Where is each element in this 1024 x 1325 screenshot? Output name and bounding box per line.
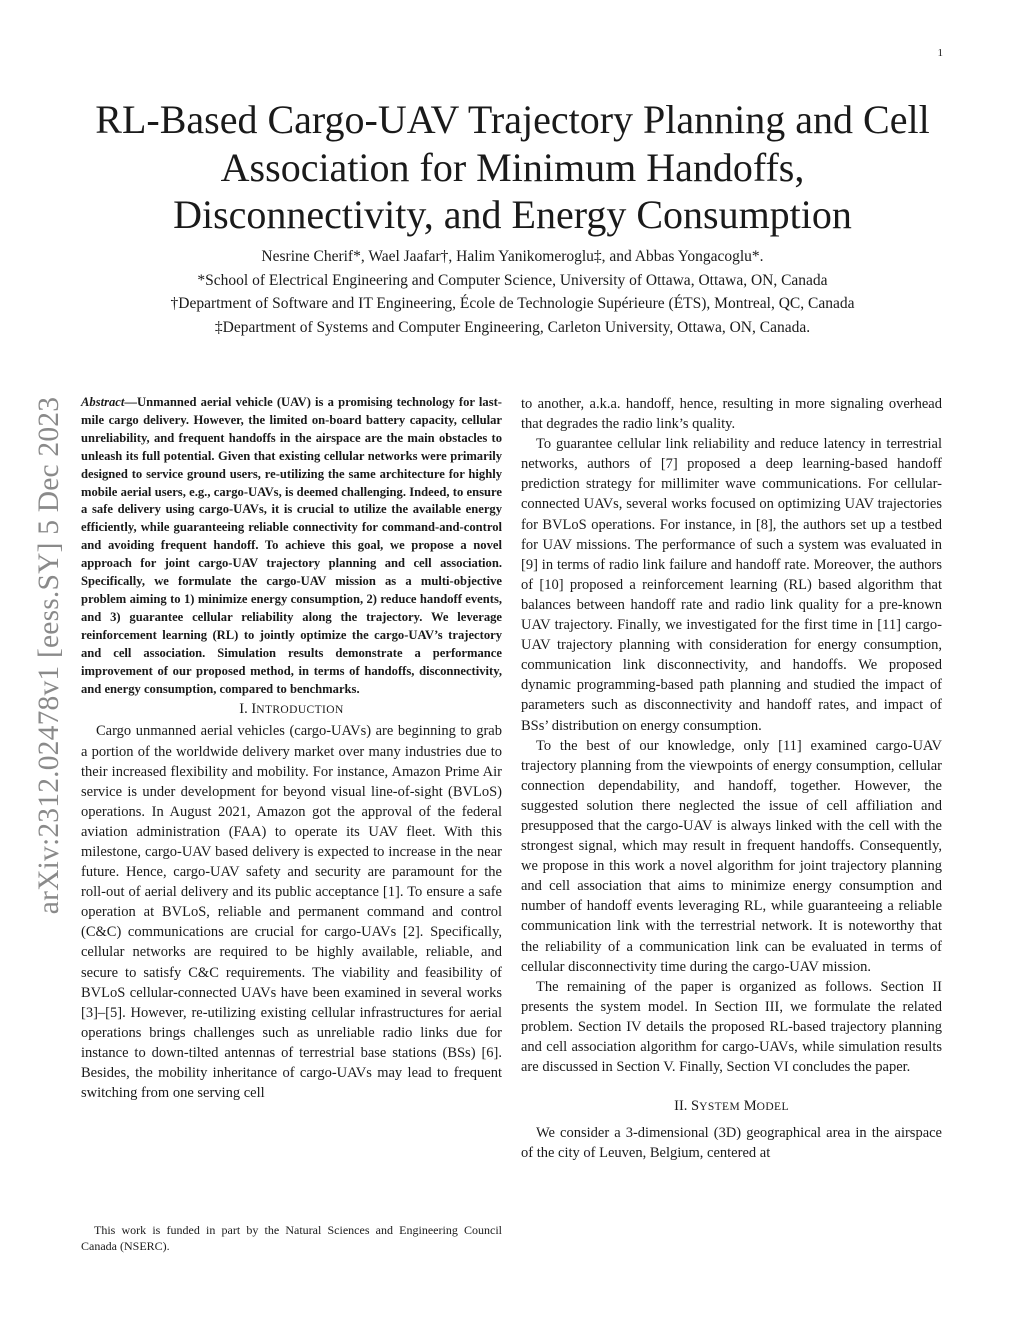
section-heading-system-model [521, 1096, 942, 1117]
title-line-1: RL-Based Cargo-UAV Trajectory Planning and Cell [95, 97, 930, 142]
abstract-label: Abstract [81, 395, 125, 409]
page-number: 1 [937, 47, 943, 59]
section-title-rest: ODEL [756, 1101, 789, 1114]
section-title-rest: NTRODUCTION [256, 704, 344, 717]
section-title-initial: M [743, 1098, 757, 1115]
intro-paragraph-1-continued: to another, a.k.a. handoff, hence, resulting in more signaling overhead that degrades the radio link’s quality. [521, 396, 942, 433]
title-line-3: Disconnectivity, and Energy Consumption [173, 192, 852, 237]
left-column [81, 394, 502, 1103]
intro-paragraph-4: The remaining of the paper is organized as follows. Section II presents the system model. In Section III, we formulate the related problem. Section IV details the proposed RL-based trajectory planning and cell association algorithm for cargo-UAVs, while simulation results are discussed in Section V. Finally, Section VI concludes the paper. [521, 978, 942, 1076]
author-block [80, 245, 945, 339]
abstract [81, 394, 502, 698]
section-number: I. [239, 701, 248, 718]
title-line-2: Association for Minimum Handoffs, [220, 144, 805, 190]
abstract-text: —Unmanned aerial vehicle (UAV) is a promising technology for last-mile cargo delivery. However, the limited on-board battery capacity, cellular unreliability, and frequent handoffs in the airspace are the main obstacles to unleash its full potential. Given that existing cellular networks were primarily designed to service ground users, re-utilizing the same architecture for highly mobile aerial users, e.g., cargo-UAVs, is deemed challenging. Indeed, to ensure a safe delivery using cargo-UAVs, it is crucial to utilize the available energy efficiently, while guaranteeing reliable connectivity for command-and-control and avoiding frequent handoff. To achieve this goal, we propose a novel approach for joint cargo-UAV trajectory planning and cell association. Specifically, we formulate the cargo-UAV mission as a multi-objective problem aiming to 1) minimize energy consumption, 2) reduce handoff events, and 3) guarantee cellular reliability along the trajectory. We leverage reinforcement learning (RL) to jointly optimize the cargo-UAV’s trajectory and cell association. Simulation results demonstrate a performance improvement of our proposed method, in terms of handoffs, disconnectivity, and energy consumption, compared to benchmarks. [81, 395, 502, 696]
right-column [521, 394, 942, 1163]
arxiv-stamp [30, 350, 70, 960]
section-number: II. [674, 1098, 688, 1115]
affiliation-3: ‡Department of Systems and Computer Engineering, Carleton University, Ottawa, ON, Canada. [214, 318, 811, 336]
section-heading-introduction [81, 699, 502, 720]
funding-footnote: This work is funded in part by the Natural Sciences and Engineering Council Canada (NSERC). [81, 1223, 502, 1253]
intro-paragraph-1: Cargo unmanned aerial vehicles (cargo-UAVs) are beginning to grab a portion of the worldwide delivery market over many industries due to their increased flexibility and mobility. For instance, Amazon Prime Air service is under development for beyond visual line-of-sight (BVLoS) operations. In August 2021, Amazon got the approval of the federal aviation administration (FAA) to operate its UAV fleet. With this milestone, cargo-UAV based delivery is expected to increase in the near future. Hence, cargo-UAV safety and security are paramount for the roll-out of aerial delivery and its public acceptance [1]. To ensure a safe operation at BVLoS, reliable and permanent command and control (C&C) communications are crucial for cargo-UAVs [2]. Specifically, cellular networks are required to be highly available, reliable, and secure to satisfy C&C requirements. The viability and feasibility of BVLoS cellular-connected UAVs have been examined in several works [3]–[5]. However, re-utilizing existing cellular infrastructures for aerial operations brings challenges such as unreliable radio links due for instance to down-tilted antennas of terrestrial base stations (BSs) [6]. Besides, the mobility inheritance of cargo-UAVs may lead to frequent switching from one serving cell [81, 723, 502, 1102]
intro-paragraph-3: To the best of our knowledge, only [11] examined cargo-UAV trajectory planning from the viewpoints of energy consumption, cellular connection dependability, and handoff, together. However, the suggested solution there neglected the issue of cell affiliation and presupposed that the cargo-UAV is always linked with the cell with the strongest signal, which may result in frequent handoffs. Consequently, we propose in this work a novel algorithm for joint trajectory planning and cell association that aims to minimize energy consumption and number of handoff events leveraging RL, while guaranteeing a reliable communication link with the terrestrial network. It is noteworthy that the reliability of a communication link can be evaluated in terms of cellular disconnectivity time during the cargo-UAV mission. [521, 737, 942, 975]
section-title-rest: YSTEM [699, 1101, 741, 1114]
author-names: Nesrine Cherif*, Wael Jaafar†, Halim Yanikomeroglu‡, and Abbas Yongacoglu*. [261, 248, 764, 265]
section-title-initial: S [691, 1098, 700, 1115]
system-model-paragraph-1: We consider a 3-dimensional (3D) geographical area in the airspace of the city of Leuven, Belgium, centered at [521, 1125, 942, 1162]
arxiv-stamp-text: arXiv:2312.02478v1 [eess.SY] 5 Dec 2023 [33, 396, 66, 914]
intro-paragraph-2: To guarantee cellular link reliability and reduce latency in terrestrial networks, authors of [7] proposed a deep learning-based handoff prediction strategy for millimiter wave communications. For cellular-connected UAVs, several works focused on optimizing UAV trajectories for BVLoS operations. For instance, in [8], the authors set up a testbed for UAV missions. The performance of such a system was evaluated in [9] in terms of radio link failure and handoff rate. Moreover, the authors of [10] proposed a reinforcement learning (RL) based algorithm that balances between handoff rate and radio link quality for a pre-known UAV trajectory. Finally, we investigated for the first time in [11] cargo-UAV trajectory planning with consideration for energy consumption, communication link disconnectivity, and handoffs. We proposed dynamic programming-based path planning and studied the impact of parameters such as disconnectivity and handoff rates, and impact of BSs’ distribution on energy consumption. [521, 436, 942, 734]
affiliation-1: *School of Electrical Engineering and Computer Science, University of Ottawa, Ottawa, ON, Canada [197, 271, 828, 289]
section-title-initial: I [251, 701, 257, 718]
paper-title [80, 96, 945, 239]
affiliation-2: †Department of Software and IT Engineering, École de Technologie Supérieure (ÉTS), Montreal, QC, Canada [170, 295, 855, 312]
